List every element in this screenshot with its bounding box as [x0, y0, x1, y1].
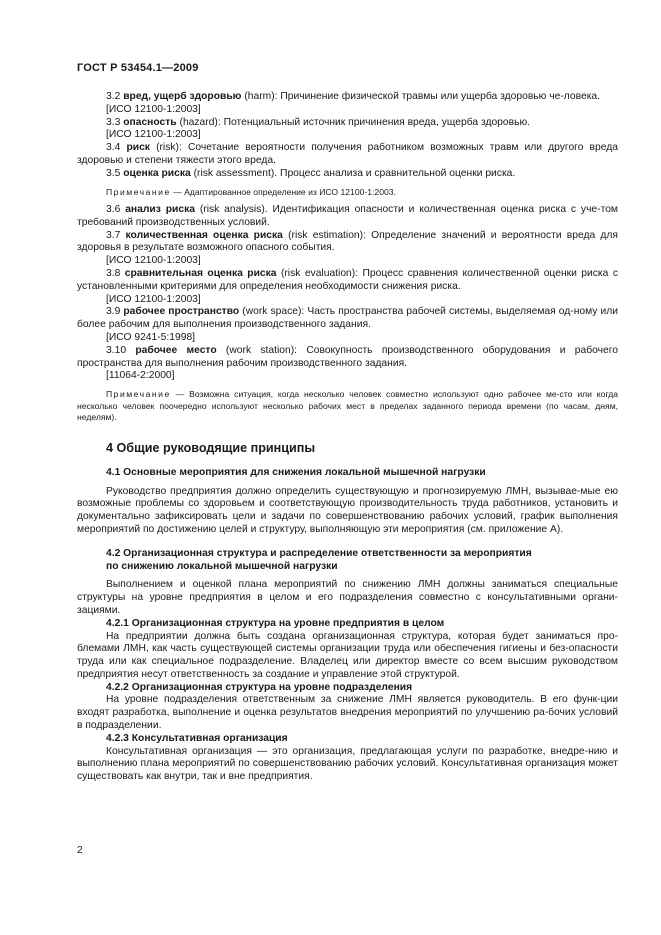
definition-3-5	[77, 168, 618, 181]
section-4-heading: 4 Общие руководящие принципы	[106, 440, 316, 455]
definition-english: (risk assessment).	[193, 167, 278, 179]
definition-term: рабочее пространство	[123, 306, 240, 318]
definition-text: Идентификация опасности и количественная оценка риска с уче-том требований производственных условий.	[77, 204, 618, 228]
definition-reference: [ИСО 12100-1:2003]	[106, 129, 201, 141]
section-4-2-text: Выполнением и оценкой плана мероприятий по снижению ЛМН должны заниматься специальные структуры на уровне предприятия в целом и его подразделения совместно с консультативными органи-зациями.	[77, 579, 618, 616]
section-4-2-heading: 4.2 Организационная структура и распределение ответственности за мероприятия	[106, 547, 532, 559]
section-4-2-2-text: На уровне подразделения ответственным за снижение ЛМН является руководитель. В его функ-ции входят разработка, выполнение и оценка результатов внедрения мероприятий по улучшению ра-бочих условий в подразделении.	[77, 694, 618, 732]
definition-reference: [ИСО 9241-5:1998]	[106, 332, 196, 344]
definition-text: Процесс анализа и сравнительной оценки риска.	[280, 167, 516, 179]
section-4-1-text: Руководство предприятия должно определить существующую и прогнозируемую ЛМН, вызывае-мые ею возможные проблемы со здоровьем и соответствующую производительность труда работников, установить и документально зафиксировать цели и задачи по совершенствованию рабочих условий, график выполнения мероприятий по достижению целей и структуру, выполняющую эти мероприятия (см. приложение А).	[77, 485, 618, 535]
definition-text: Процесс сравнения количественной оценки риска с установленными критериями для определения необходимости снижения риска.	[77, 268, 618, 292]
definition-text: Определение значений и вероятности вреда для здоровья в результате возможного опасного события.	[77, 229, 618, 254]
definition-text: Потенциальный источник причинения вреда, ущерба здоровью.	[223, 116, 531, 128]
note-label: Примечание	[106, 186, 171, 197]
definition-3-4	[77, 142, 618, 168]
definition-number: 3.7	[106, 229, 121, 241]
definition-number: 3.10	[106, 344, 127, 356]
note-1	[77, 187, 618, 199]
definition-reference: [ИСО 12100-1:2003]	[106, 293, 201, 305]
definition-3-8	[77, 268, 618, 294]
standard-header: ГОСТ Р 53454.1—2009	[77, 62, 199, 74]
section-4-2-3-heading: 4.2.3 Консультативная организация	[106, 732, 288, 744]
section-4-2-3-text: Консультативная организация — это организация, предлагающая услуги по разработке, внедре-нию и выполнению плана мероприятий по совершенствованию рабочих условий. Консультативная организация может существовать как внутри, так и вне предприятия.	[77, 745, 618, 783]
definition-3-3	[77, 117, 618, 130]
section-4-2-heading-line2: по снижению локальной мышечной нагрузки	[106, 560, 338, 572]
note-2	[77, 389, 618, 424]
definition-english: (work space):	[242, 306, 305, 318]
definition-reference: [11064-2:2000]	[106, 370, 175, 382]
definition-3-6	[77, 204, 618, 230]
note-label: Примечание	[106, 389, 171, 400]
definition-text: Совокупность производственного оборудования и рабочего пространства для выполнения рабочим производственного задания.	[77, 344, 618, 369]
page-content	[77, 91, 618, 784]
note-text: — Возможна ситуация, когда несколько человек совместно используют одно рабочее ме-сто или когда несколько человек поочередно используют несколько рабочих мест в пределах заданного периода времени (по часам, дням, неделям).	[77, 389, 618, 423]
definition-number: 3.4	[106, 142, 121, 154]
definition-term: вред, ущерб здоровью	[123, 91, 242, 102]
definition-english: (risk estimation):	[288, 229, 366, 241]
section-4-2-2-heading: 4.2.2 Организационная структура на уровне подразделения	[106, 681, 413, 693]
definition-number: 3.9	[106, 306, 121, 318]
definition-reference: [ИСО 12100-1:2003]	[106, 103, 201, 115]
definition-english: (harm):	[244, 91, 278, 102]
definition-term: опасность	[123, 116, 177, 128]
definition-term: сравнительная оценка риска	[124, 268, 277, 280]
definition-english: (risk):	[156, 142, 182, 154]
definition-text: Сочетание вероятности получения работником возможных травм или другого вреда здоровью и степени тяжести этого вреда.	[77, 142, 618, 166]
definition-3-2	[77, 91, 618, 104]
page-number: 2	[77, 845, 83, 856]
definition-term: риск	[126, 142, 150, 154]
definition-number: 3.8	[106, 268, 121, 280]
section-4-2-1-text: На предприятии должна быть создана организационная структура, которая будет заниматься про-блемами ЛМН, как часть существующей системы организации труда или обеспечения гигиены и без-опасности труда или как специальное подразделение. Владелец или директор вместе со всем высшим руководством предприятия несут ответственность за создание и управление этой структурой.	[77, 630, 618, 680]
definition-reference: [ИСО 12100-1:2003]	[106, 255, 201, 267]
definition-number: 3.2	[106, 91, 121, 102]
definition-english: (hazard):	[179, 116, 221, 128]
definition-term: оценка риска	[123, 167, 191, 179]
definition-term: количественная оценка риска	[125, 229, 283, 241]
section-4-1-heading: 4.1 Основные мероприятия для снижения локальной мышечной нагрузки	[106, 466, 486, 478]
definition-term: рабочее место	[135, 344, 217, 356]
definition-english: (risk evaluation):	[280, 268, 359, 280]
definition-3-9	[77, 306, 618, 332]
definition-3-10	[77, 345, 618, 371]
definition-number: 3.5	[106, 167, 121, 179]
section-4-2-1-heading: 4.2.1 Организационная структура на уровне предприятия в целом	[106, 617, 445, 629]
definition-number: 3.3	[106, 116, 121, 128]
note-text: — Адаптированное определение из ИСО 12100-1:2003.	[173, 186, 396, 197]
definition-text: Часть пространства рабочей системы, выделяемая од-ному или более рабочим для выполнения производственного задания.	[77, 306, 619, 331]
definition-term: анализ риска	[125, 204, 195, 216]
definition-english: (risk analysis).	[199, 204, 268, 216]
definition-text: Причинение физической травмы или ущерба здоровью че-ловека.	[280, 91, 601, 102]
definition-english: (work station):	[225, 344, 298, 356]
definition-number: 3.6	[106, 204, 121, 216]
definition-3-7	[77, 230, 618, 256]
